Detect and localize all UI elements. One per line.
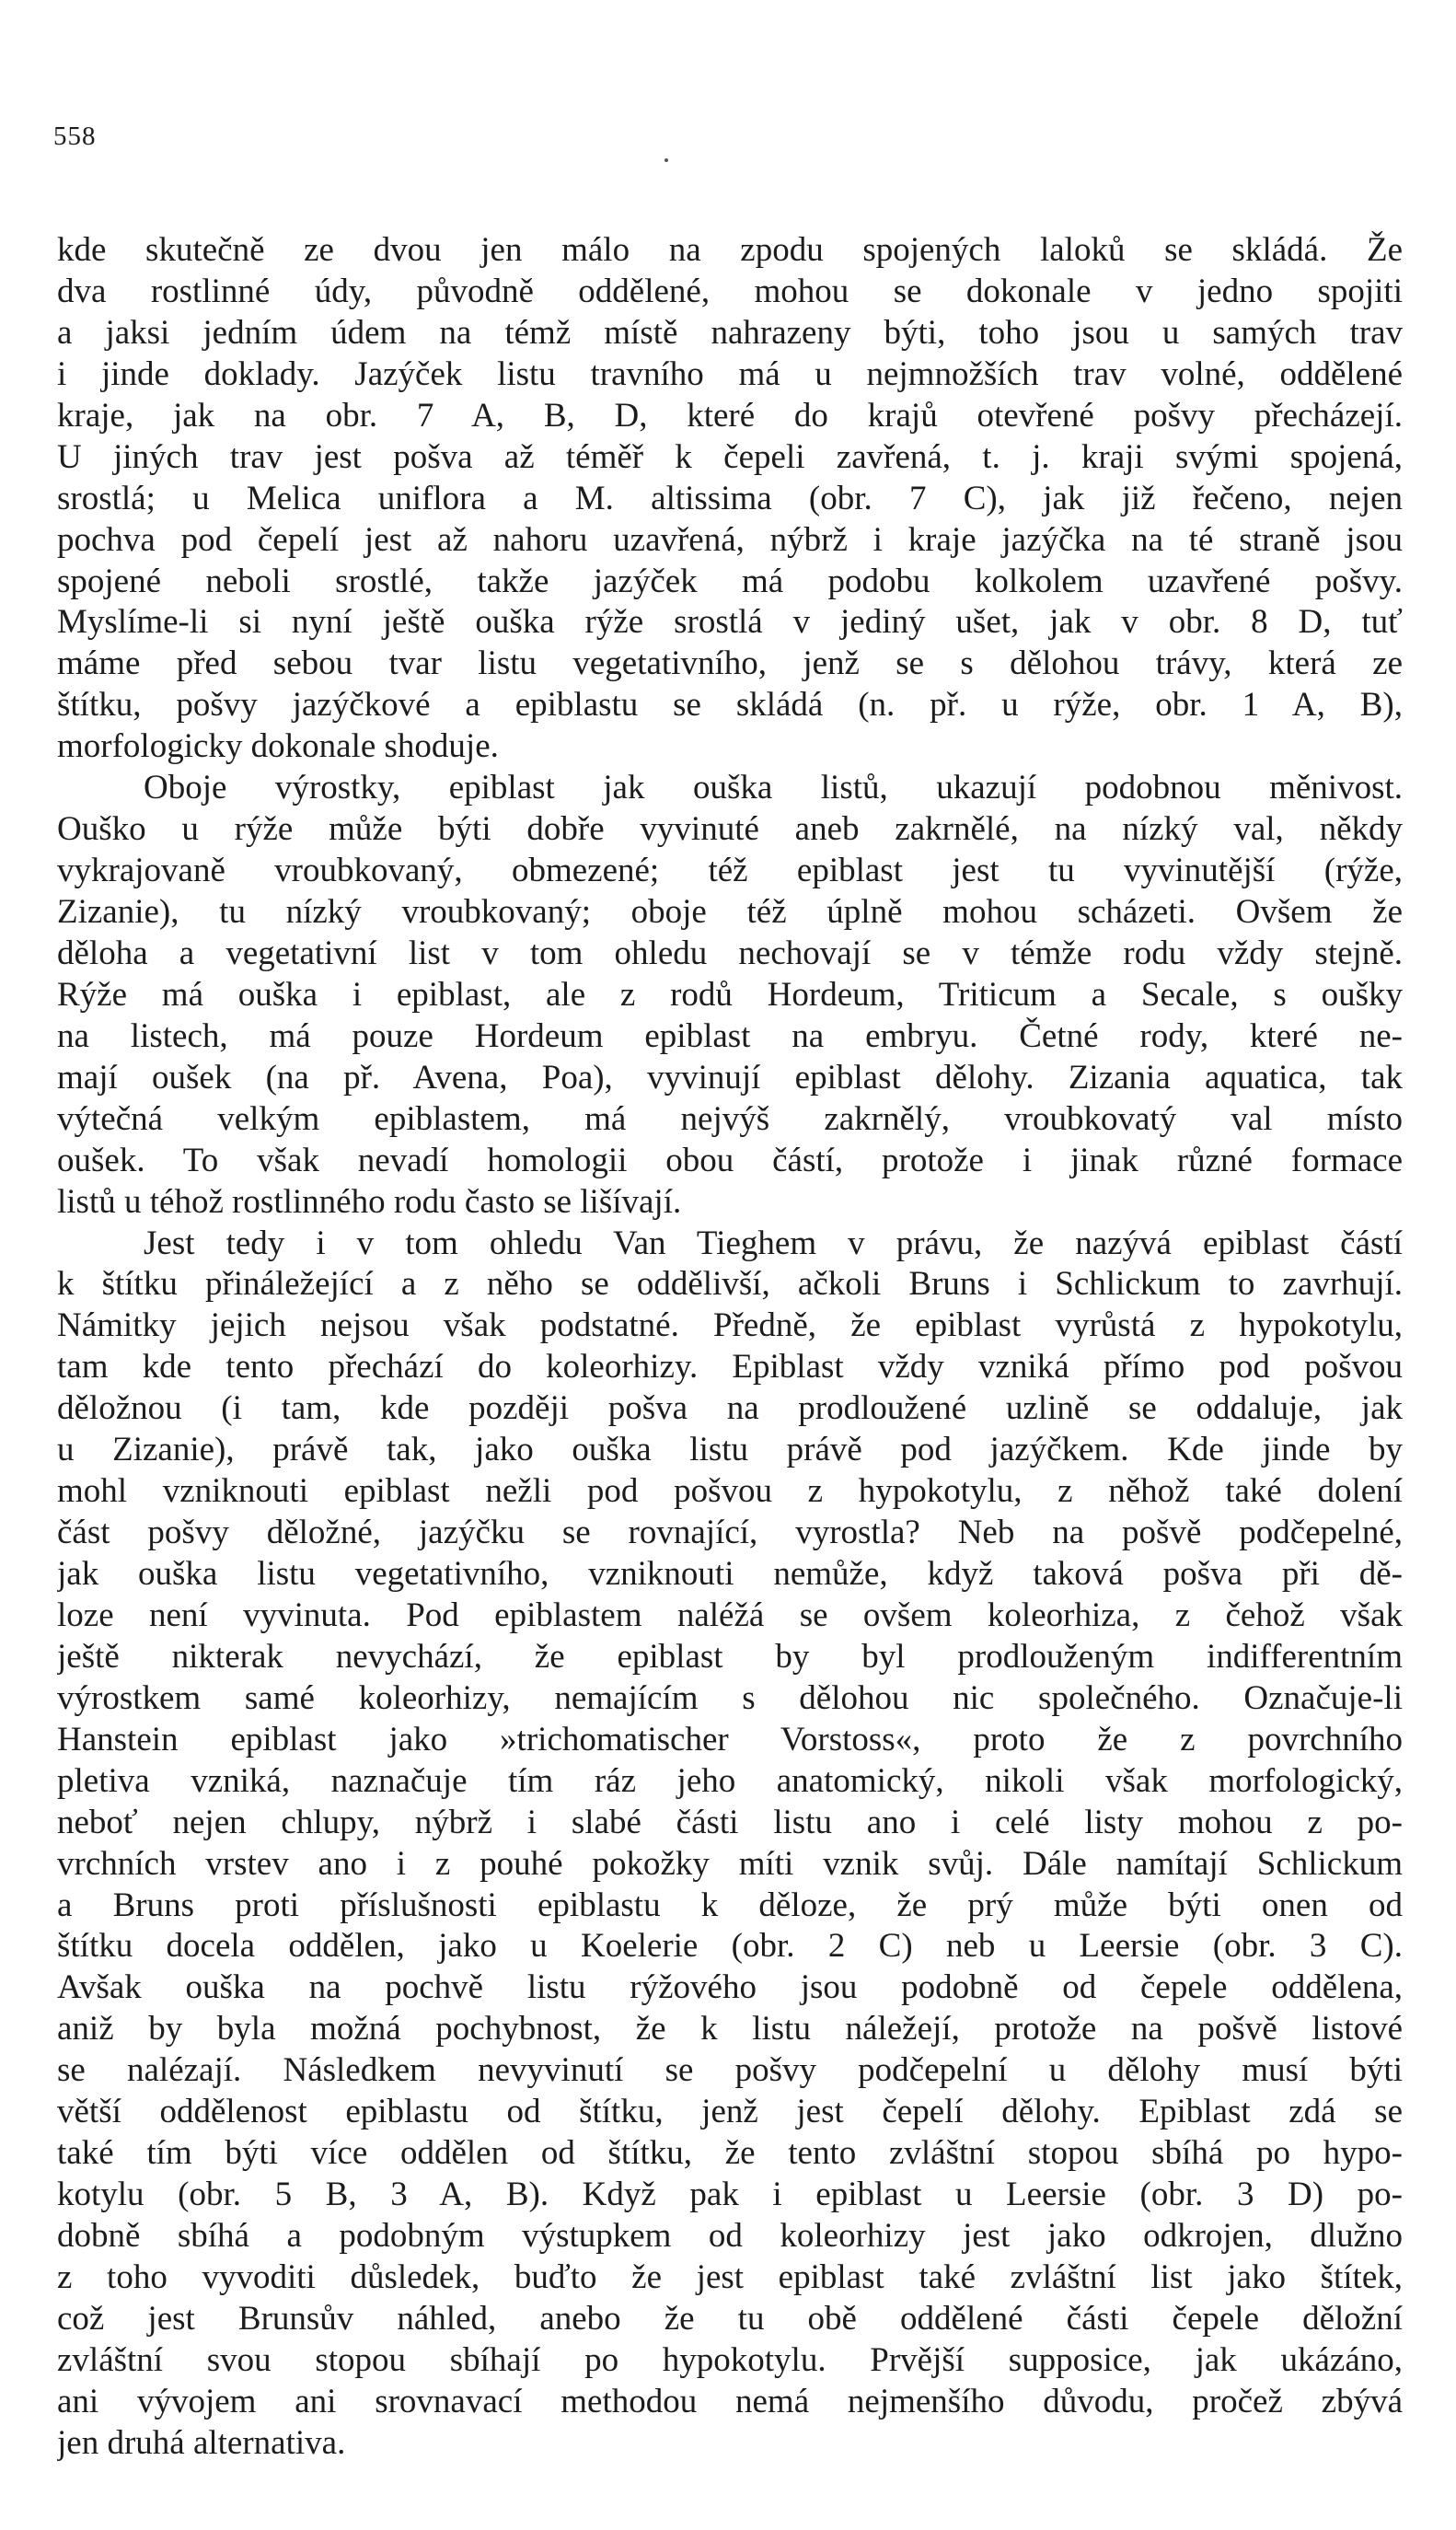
text-line: kotylu (obr. 5 B, 3 A, B). Když pak i epiblast u Leersie (obr. 3 D) po- — [57, 2176, 1403, 2214]
text-line: děložnou (i tam, kde později pošva na prodloužené uzlině se oddaluje, jak — [57, 1389, 1403, 1428]
text-line: aniž by byla možná pochybnost, že k listu náležejí, protože na pošvě listové — [57, 2010, 1403, 2048]
text-line: Avšak ouška na pochvě listu rýžového jsou podobně od čepele oddělena, — [57, 1968, 1403, 2007]
text-line: Zizanie), tu nízký vroubkovaný; oboje též úplně mohou scházeti. Ovšem že — [57, 893, 1403, 931]
text-line: Námitky jejich nejsou však podstatné. Předně, že epiblast vyrůstá z hypokotylu, — [57, 1306, 1403, 1345]
text-line: Hanstein epiblast jako »trichomatischer Vorstoss«, proto že z povrchního — [57, 1720, 1403, 1758]
text-line: pochva pod čepelí jest až nahoru uzavřená, nýbrž i kraje jazýčka na té straně jsou — [57, 520, 1403, 559]
print-speck — [664, 158, 668, 162]
text-line: i jinde doklady. Jazýček listu travního má u nejmnožších trav volné, oddělené — [57, 354, 1403, 393]
text-line: máme před sebou tvar listu vegetativního, jenž se s dělohou trávy, která ze — [57, 644, 1403, 683]
page-number: 558 — [53, 122, 97, 151]
text-line: část pošvy děložné, jazýčku se rovnající, vyrostla? Neb na pošvě podčepelné, — [57, 1514, 1403, 1552]
text-line: děloha a vegetativní list v tom ohledu nechovají se v témže rodu vždy stejně. — [57, 934, 1403, 972]
text-line: vrchních vrstev ano i z pouhé pokožky míti vznik svůj. Dále namítají Schlickum — [57, 1844, 1403, 1883]
body-text — [57, 230, 1403, 2465]
text-line: zvláštní svou stopou sbíhají po hypokotylu. Prvější supposice, jak ukázáno, — [57, 2340, 1403, 2379]
text-line: štítku, pošvy jazýčkové a epiblastu se skládá (n. př. u rýže, obr. 1 A, B), — [57, 686, 1403, 725]
text-line: také tím býti více oddělen od štítku, že tento zvláštní stopou sbíhá po hypo- — [57, 2134, 1403, 2173]
text-line: což jest Brunsův náhled, anebo že tu obě oddělené části čepele děložní — [57, 2299, 1403, 2338]
text-line: jen druhá alternativa. — [57, 2423, 346, 2462]
text-line: listů u téhož rostlinného rodu často se lišívají. — [57, 1182, 682, 1221]
text-line: jak ouška listu vegetativního, vzniknouti nemůže, když taková pošva při dě- — [57, 1555, 1403, 1593]
text-line: dva rostlinné údy, původně oddělené, mohou se dokonale v jedno spojiti — [57, 272, 1403, 310]
text-line: Myslíme-li si nyní ještě ouška rýže srostlá v jediný ušet, jak v obr. 8 D, tuť — [57, 603, 1403, 642]
text-line: ještě nikterak nevychází, že epiblast by byl prodlouženým indifferentním — [57, 1637, 1403, 1676]
text-line: U jiných trav jest pošva až téměř k čepeli zavřená, t. j. kraji svými spojená, — [57, 437, 1403, 476]
text-line: výtečná velkým epiblastem, má nejvýš zakrnělý, vroubkovatý val místo — [57, 1099, 1403, 1138]
text-line: výrostkem samé koleorhizy, nemajícím s dělohou nic společného. Označuje-li — [57, 1678, 1403, 1717]
text-line: neboť nejen chlupy, nýbrž i slabé části listu ano i celé listy mohou z po- — [57, 1803, 1403, 1841]
text-line: na listech, má pouze Hordeum epiblast na embryu. Četné rody, které ne- — [57, 1016, 1403, 1055]
text-line: tam kde tento přechází do koleorhizy. Epiblast vždy vzniká přímo pod pošvou — [57, 1348, 1403, 1387]
text-line: u Zizanie), právě tak, jako ouška listu právě pod jazýčkem. Kde jinde by — [57, 1431, 1403, 1469]
text-line: kraje, jak na obr. 7 A, B, D, které do krajů otevřené pošvy přecházejí. — [57, 396, 1403, 435]
text-line: morfologicky dokonale shoduje. — [57, 727, 499, 766]
text-line: srostlá; u Melica uniflora a M. altissima (obr. 7 C), jak již řečeno, nejen — [57, 479, 1403, 517]
text-line: vykrajovaně vroubkovaný, obmezené; též epiblast jest tu vyvinutější (rýže, — [57, 852, 1403, 890]
text-line: loze není vyvinuta. Pod epiblastem naléžá se ovšem koleorhiza, z čehož však — [57, 1596, 1403, 1634]
text-line: mohl vzniknouti epiblast nežli pod pošvou z hypokotylu, z něhož také dolení — [57, 1472, 1403, 1511]
text-line: mají oušek (na př. Avena, Poa), vyvinují epiblast dělohy. Zizania aquatica, tak — [57, 1058, 1403, 1097]
text-line: oušek. To však nevadí homologii obou částí, protože i jinak různé formace — [57, 1141, 1403, 1179]
text-line: spojené neboli srostlé, takže jazýček má podobu kolkolem uzavřené pošvy. — [57, 562, 1403, 600]
text-line: a jaksi jedním údem na témž místě nahrazeny býti, toho jsou u samých trav — [57, 313, 1403, 352]
text-line: štítku docela oddělen, jako u Koelerie (obr. 2 C) neb u Leersie (obr. 3 C). — [57, 1927, 1403, 1966]
text-line: Jest tedy i v tom ohledu Van Tieghem v právu, že nazývá epiblast částí — [144, 1224, 1403, 1262]
text-line: z toho vyvoditi důsledek, buďto že jest epiblast také zvláštní list jako štítek, — [57, 2257, 1403, 2296]
text-line: Rýže má ouška i epiblast, ale z rodů Hordeum, Triticum a Secale, s oušky — [57, 975, 1403, 1014]
text-line: dobně sbíhá a podobným výstupkem od koleorhizy jest jako odkrojen, dlužno — [57, 2217, 1403, 2255]
text-line: ani vývojem ani srovnavací methodou nemá nejmenšího důvodu, pročež zbývá — [57, 2382, 1403, 2420]
text-line: Oboje výrostky, epiblast jak ouška listů, ukazují podobnou měnivost. — [144, 769, 1403, 807]
text-line: pletiva vzniká, naznačuje tím ráz jeho anatomický, nikoli však morfologický, — [57, 1761, 1403, 1800]
text-line: Ouško u rýže může býti dobře vyvinuté aneb zakrnělé, na nízký val, někdy — [57, 810, 1403, 849]
text-line: a Bruns proti příslušnosti epiblastu k děloze, že prý může býti onen od — [57, 1886, 1403, 1924]
text-line: k štítku přináležející a z něho se oddělivší, ačkoli Bruns i Schlickum to zavrhují. — [57, 1265, 1403, 1304]
text-line: kde skutečně ze dvou jen málo na zpodu spojených laloků se skládá. Že — [57, 231, 1403, 269]
text-line: se nalézají. Následkem nevyvinutí se pošvy podčepelní u dělohy musí býti — [57, 2051, 1403, 2090]
text-line: větší oddělenost epiblastu od štítku, jenž jest čepelí dělohy. Epiblast zdá se — [57, 2093, 1403, 2131]
